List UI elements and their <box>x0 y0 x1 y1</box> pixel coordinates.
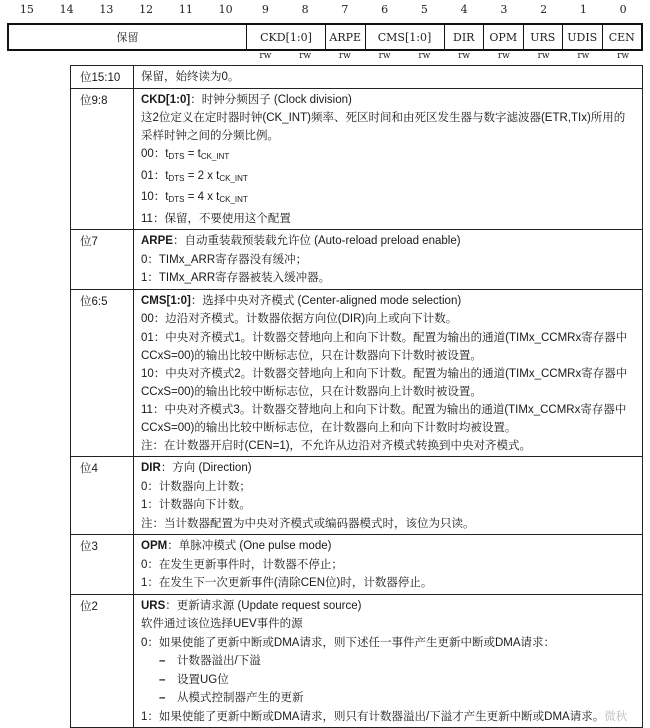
bit-number: 1 <box>579 3 587 16</box>
field-reserved: 保留 <box>116 31 139 44</box>
table-row <box>71 457 643 535</box>
bit-number: 13 <box>99 3 114 16</box>
bit-number: 0 <box>619 3 627 16</box>
description-text: 0：TIMx_ARR寄存器没有缓冲； <box>141 253 308 266</box>
field-cen: CEN <box>602 25 642 49</box>
register-field-box <box>7 23 643 51</box>
description-text: 0：计数器向上计数； <box>141 480 251 493</box>
bit-number: 7 <box>341 3 349 16</box>
field-name: OPM <box>141 540 168 552</box>
description-text: 1：TIMx_ARR寄存器被装入缓冲器。 <box>141 272 331 284</box>
note-text: 注：当计数器配置为中央对齐模式或编码器模式时，该位为只读。 <box>141 517 475 530</box>
bit-description-table <box>70 65 643 728</box>
bit-range: 位7 <box>71 230 134 290</box>
formula-line: 10：$t_{DTS} = 4$ x $t_{CK\_INT}$ <box>141 191 248 204</box>
description-text: 软件通过该位选择UEV事件的源 <box>141 618 303 630</box>
bit-number: 15 <box>19 3 34 16</box>
access-type: rw <box>537 51 550 61</box>
bit-number: 4 <box>460 3 468 16</box>
field-cms: CMS[1:0] <box>365 25 444 49</box>
bit-number: 12 <box>139 3 154 16</box>
bit-number: 10 <box>218 3 233 16</box>
field-title: ：更新请求源 (Update request source) <box>165 599 362 612</box>
access-type: rw <box>378 51 391 61</box>
note-text: 注：在计数器开启时(CEN=1)，不允许从边沿对齐模式转换到中央对齐模式。 <box>141 439 532 452</box>
description-text: 1：在发生下一次更新事件(清除CEN位)时，计数器停止。 <box>141 577 433 589</box>
description-text: 11：中央对齐模式3。计数器交替地向上和向下计数。配置为输出的通道(TIMx_CCMRx寄存器中CCxS=00)的输出比较中断标志位，在计数器向上和向下计数时均被设置。 <box>141 403 627 434</box>
field-title: ：单脉冲模式 (One pulse mode) <box>167 540 332 552</box>
bit-number: 6 <box>381 3 389 16</box>
bit-range: 位2 <box>71 594 134 728</box>
field-name: CKD[1:0] <box>141 93 191 106</box>
description-text: 这2位定义在定时器时钟(CK_INT)频率、死区时间和由死区发生器与数字滤波器(ETR,TIx)所用的采样时钟之间的分频比例。 <box>141 112 626 142</box>
access-type <box>126 51 166 65</box>
bit-number: 8 <box>301 3 309 16</box>
description-text: 11：保留，不要使用这个配置 <box>141 212 291 225</box>
bullet-item: – 设置UG位 <box>141 671 636 690</box>
bit-description <box>134 457 643 535</box>
bit-number: 2 <box>540 3 548 16</box>
bit-description <box>134 289 643 457</box>
bit-description <box>134 230 643 290</box>
bit-range: 位4 <box>71 457 134 535</box>
access-type: rw <box>458 51 471 61</box>
bit-range: 位3 <box>71 535 134 595</box>
bit-number: 14 <box>59 3 74 16</box>
description-text: 1：计数器向下计数。 <box>141 499 251 511</box>
dash-bullet-icon: – <box>159 673 166 686</box>
bit-range: 位6:5 <box>71 289 134 457</box>
bit-description <box>134 594 643 728</box>
access-type: rw <box>497 51 510 61</box>
bit-description <box>134 535 643 595</box>
description-text: 01：中央对齐模式1。计数器交替地向上和向下计数。配置为输出的通道(TIMx_CCMRx寄存器中CCxS=00)的输出比较中断标志位，只在计数器向下计数时被设置。 <box>141 331 628 362</box>
table-row <box>71 230 643 290</box>
field-name: CMS[1:0] <box>141 294 191 307</box>
description-text: 保留，始终读为0。 <box>141 71 240 83</box>
field-name: DIR <box>141 462 161 474</box>
field-title: ：方向 (Direction) <box>160 462 252 474</box>
dash-bullet-icon: – <box>159 655 166 667</box>
description-text: 00：边沿对齐模式。计数器依据方向位(DIR)向上或向下计数。 <box>141 313 458 325</box>
bit-number: 5 <box>420 3 428 16</box>
access-type-row <box>7 51 643 65</box>
access-type <box>47 51 87 65</box>
table-row <box>71 594 643 728</box>
field-dir: DIR <box>444 25 484 49</box>
formula-line: 00：$t_{DTS} = t_{CK\_INT}$ <box>141 148 230 161</box>
access-type <box>166 51 206 65</box>
field-arpe: ARPE <box>325 25 365 49</box>
description-text: 10：中央对齐模式2。计数器交替地向上和向下计数。配置为输出的通道(TIMx_CCMRx寄存器中CCxS=00)的输出比较中断标志位，只在计数器向上计数时被设置。 <box>141 367 628 398</box>
bit-number-row <box>7 3 643 21</box>
description-text: 0：在发生更新事件时，计数器不停止； <box>141 558 343 571</box>
bit-range: 位15:10 <box>71 66 134 89</box>
field-name: URS <box>141 599 166 612</box>
bit-number: 11 <box>178 3 193 16</box>
field-title: ：选择中央对齐模式 (Center-aligned mode selection) <box>190 294 462 307</box>
field-name: ARPE <box>141 235 173 247</box>
access-type: rw <box>299 51 312 61</box>
access-type: rw <box>338 51 351 61</box>
access-type <box>7 51 47 65</box>
access-type <box>87 51 127 65</box>
table-row <box>71 289 643 457</box>
dash-bullet-icon: – <box>159 692 166 704</box>
description-text: 1：如果使能了更新中断或DMA请求，则只有计数器溢出/下溢才产生更新中断或DMA请求。 <box>141 710 605 723</box>
table-row <box>71 88 643 230</box>
field-opm: OPM <box>483 25 523 49</box>
formula-line: 01：$t_{DTS} = 2$ x $t_{CK\_INT}$ <box>141 169 248 183</box>
access-type: rw <box>577 51 590 61</box>
bit-description <box>134 66 643 89</box>
bit-number: 9 <box>261 3 269 16</box>
access-type: rw <box>259 51 272 61</box>
bit-range: 位9:8 <box>71 88 134 230</box>
access-type <box>206 51 246 65</box>
bit-description <box>134 88 643 230</box>
bullet-item: – 计数器溢出/下溢 <box>141 652 636 671</box>
access-type: rw <box>418 51 431 61</box>
bullet-item: – 从模式控制器产生的更新 <box>141 689 636 708</box>
watermark: 微秋 <box>604 710 628 723</box>
table-row <box>71 535 643 595</box>
access-type: rw <box>617 51 630 61</box>
field-urs: URS <box>523 25 563 49</box>
bit-number: 3 <box>500 3 508 16</box>
table-row <box>71 66 643 89</box>
field-title: ：时钟分频因子 (Clock division) <box>190 93 352 106</box>
description-text: 0：如果使能了更新中断或DMA请求，则下述任一事件产生更新中断或DMA请求： <box>141 636 556 649</box>
field-ckd: CKD[1:0] <box>246 25 325 49</box>
field-title: ：自动重装载预装载允许位 (Auto-reload preload enable) <box>172 235 461 247</box>
field-udis: UDIS <box>562 25 602 49</box>
